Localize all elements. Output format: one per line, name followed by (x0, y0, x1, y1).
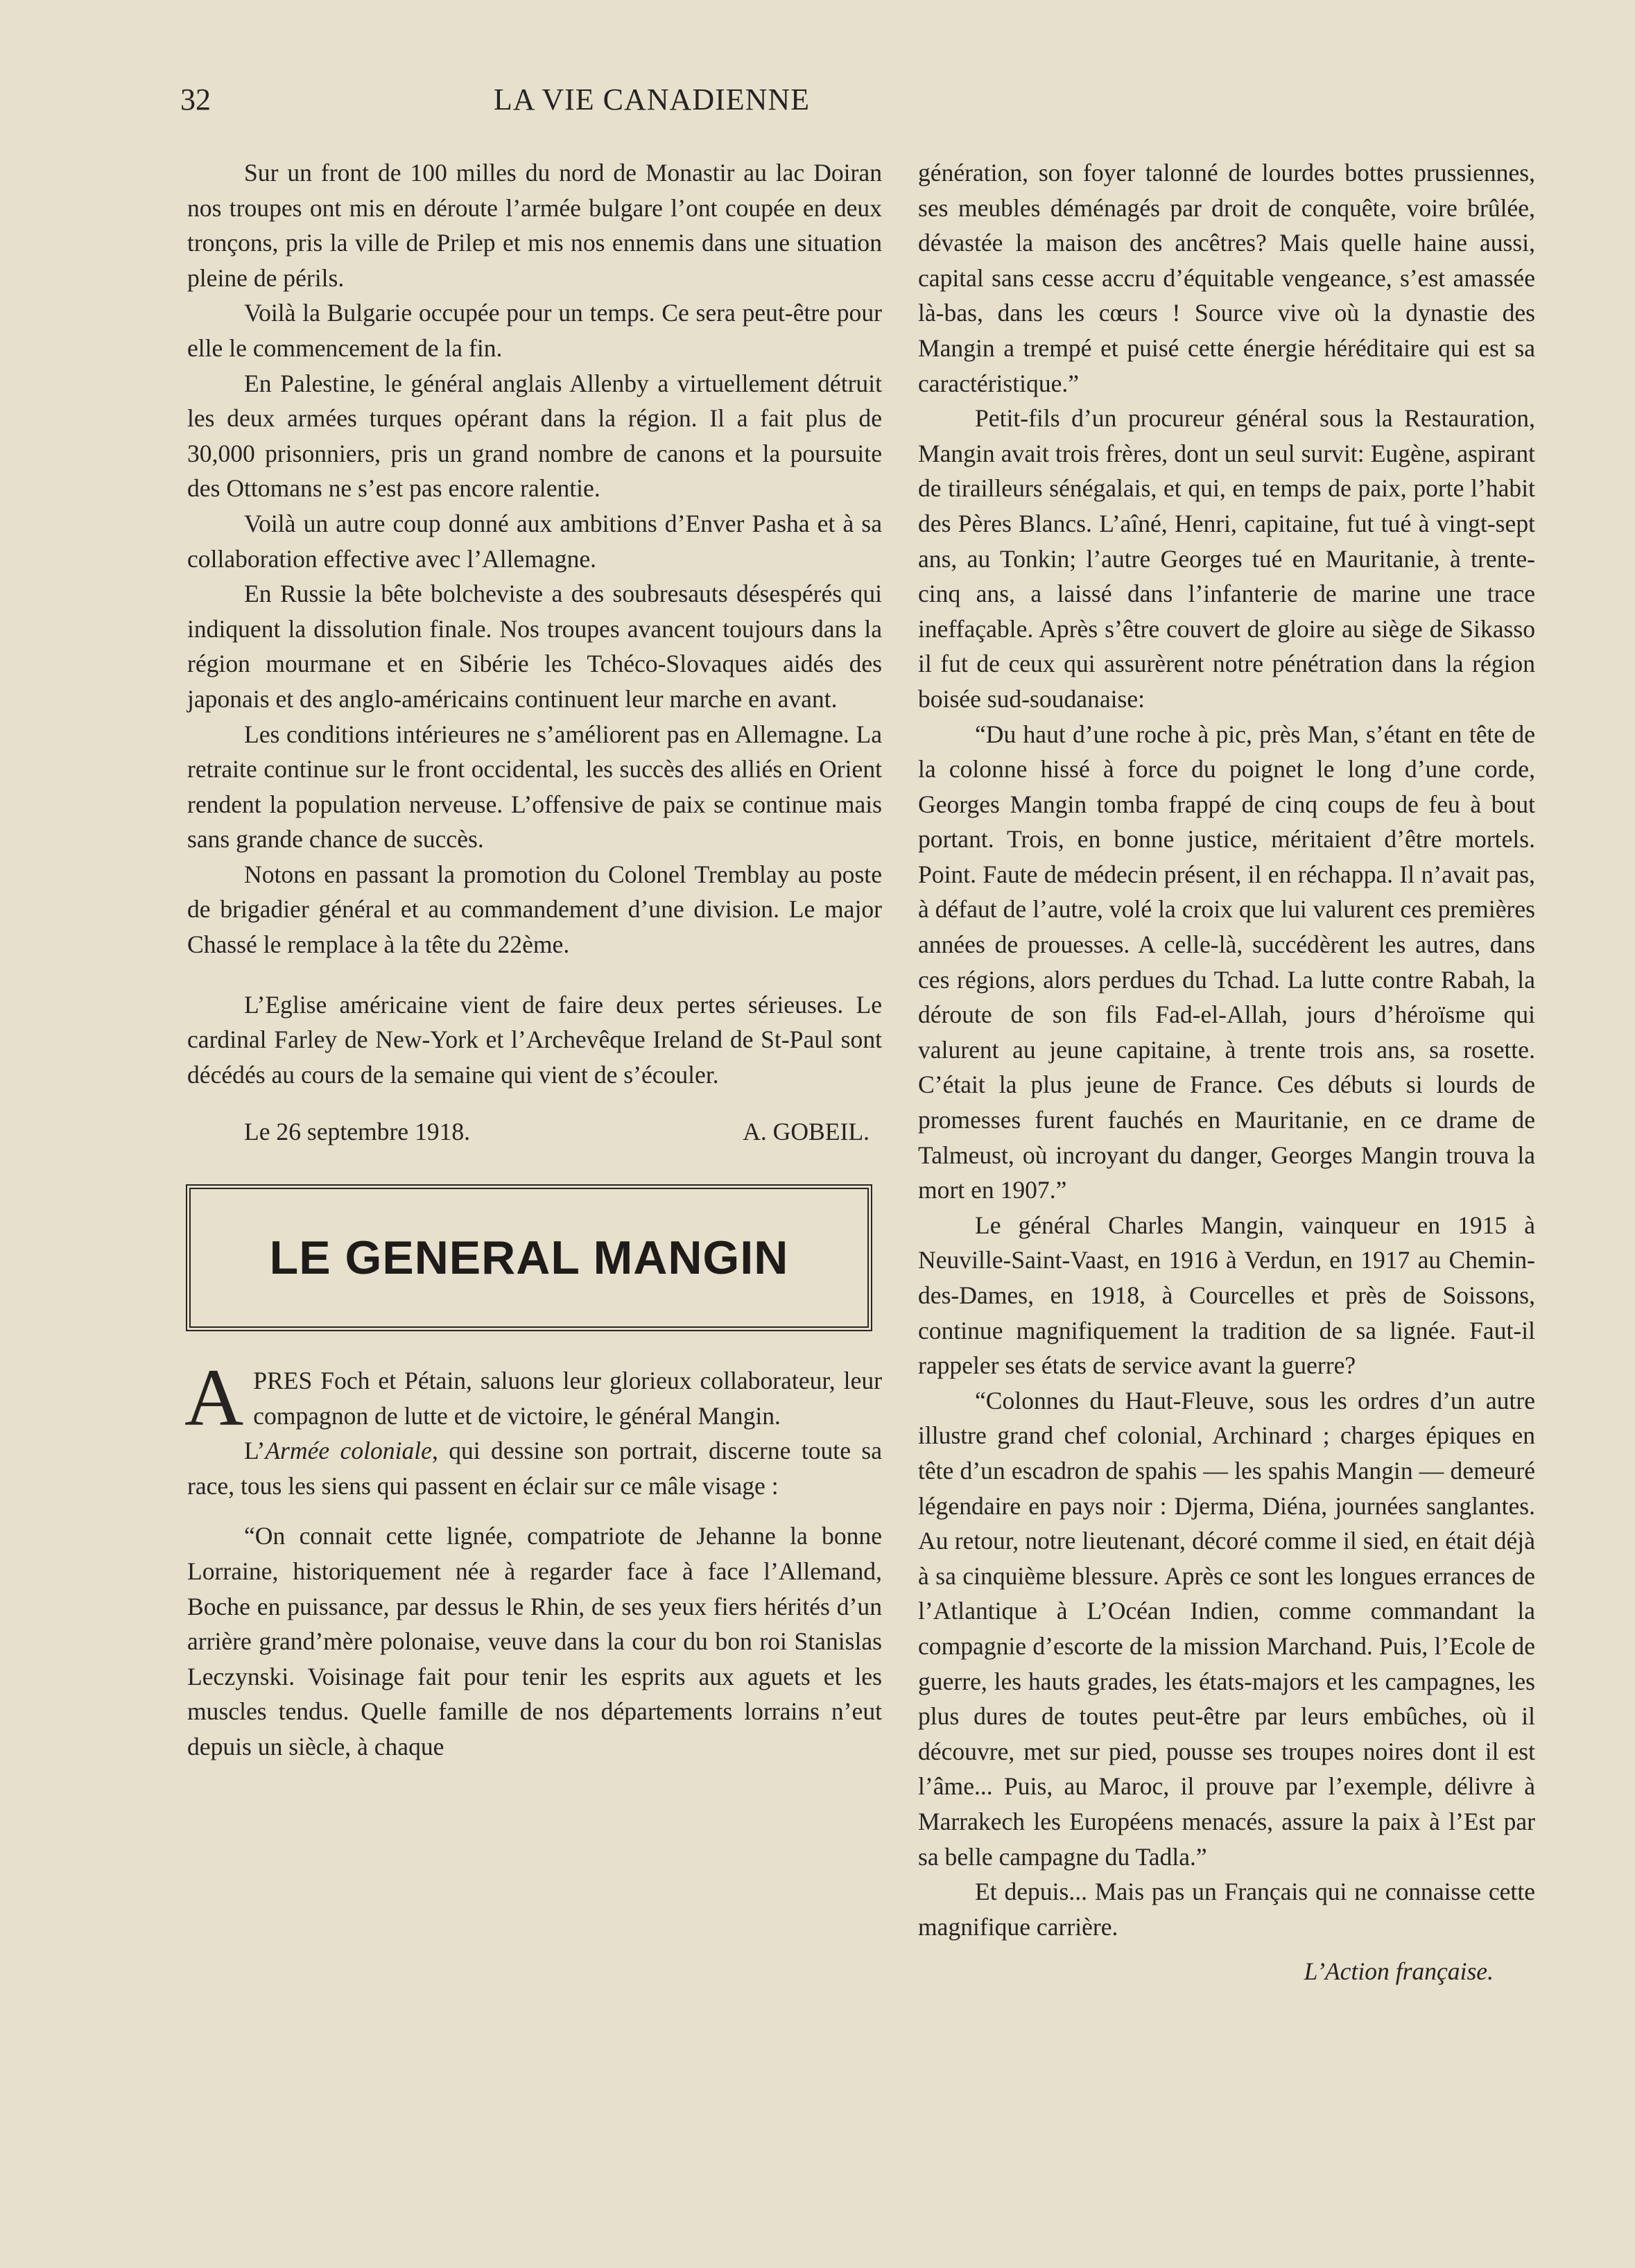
paragraph: Notons en passant la promotion du Colonel Tremblay au poste de brigadier général et au commandement d’une division. Le major Chassé le remplace à la tête du 22ème. (187, 860, 882, 959)
article-title: LE GENERAL MANGIN (269, 1231, 789, 1284)
paragraph: Petit-fils d’un procureur général sous la Restauration, Mangin avait trois frères, dont un seul survit: Eugène, aspirant de tirailleurs sénégalais, et qui, en temps de paix, porte l’habit des Pères Blancs. L’aîné, Henri, capitaine, fut tué à vingt-sept ans, au Tonkin; l’autre Georges tué en Mauritanie, à trente-cinq ans, a laissé dans l’infanterie de marine une trace ineffaçable. Après s’être couvert de gloire au siège de Sikasso il fut de ceux qui assurèrent notre pénétration dans la région boisée sud-soudanaise: (918, 404, 1535, 713)
paragraph: “Du haut d’une roche à pic, près Man, s’étant en tête de la colonne hissé à force du poignet le long d’une corde, Georges Mangin tomba frappé de cinq coups de feu à bout portant. Trois, en bonne justice, méritaient d’être mortels. Point. Faute de médecin présent, il en réchappa. Il n’avait pas, à défaut de l’autre, volé la croix que lui valurent ces premières années de prouesses. A celle-là, succédèrent les autres, dans ces régions, alors perdues du Tchad. La lutte contre Rabah, la déroute de son fils Fad-el-Allah, jours d’héroïsme qui valurent au jeune capitaine, à trente trois ans, sa rosette. C’était la plus jeune de France. Ces débuts si lourds de promesses furent fauchés en Mauritanie, en ce drame de Talmeust, où incroyant du danger, Georges Mangin trouva la mort en 1907.” (918, 720, 1535, 1204)
right-column (918, 155, 1535, 1989)
page-number: 32 (180, 83, 211, 116)
paragraph: “Colonnes du Haut-Fleuve, sous les ordres d’un autre illustre grand chef colonial, Archinard ; charges épiques en tête d’un escadron de spahis — les spahis Mangin — demeuré légendaire en pays noir : Djerma, Diéna, journées sanglantes. Au retour, notre lieutenant, décoré comme il sied, en était déjà à sa cinquième blessure. Après ce sont les longues errances de l’Atlantique à L’Océan Indien, comme commandant la compagnie d’escorte de la mission Marchand. Puis, l’Ecole de guerre, les hauts grades, les états-majors et les campagnes, les plus dures de toutes peut-être par leurs embûches, où il découvre, met sur pied, pousse ses troupes noires dont il est l’âme... Puis, au Maroc, il prouve par l’exemple, délivre à Marrakech les Européens menacés, assure la paix à l’Est par sa belle campagne du Tadla.” (918, 1386, 1535, 1871)
armee-coloniale-paragraph (187, 1433, 882, 1503)
quote-continuation: génération, son foyer talonné de lourdes bottes prussiennes, ses meubles déménagés par droit de conquête, voire brûlée, dévastée la maison des ancêtres? Mais quelle haine aussi, capital sans cesse accru d’équitable vengeance, s’est amassée là-bas, dans les cœurs ! Source vive où la dynastie des Mangin a trempé et puisé cette énergie héréditaire qui est sa caractéristique.” (918, 159, 1535, 397)
article-title-box (186, 1184, 872, 1331)
intro-text: PRES Foch et Pétain, saluons leur glorieux collaborateur, leur compagnon de lutte et de victoire, le général Mangin. (253, 1367, 882, 1430)
left-column (184, 155, 882, 1765)
paragraph: Voilà un autre coup donné aux ambitions d’Enver Pasha et à sa collaboration effective avec l’Allemagne. (187, 509, 882, 573)
intro-paragraph (184, 1352, 882, 1444)
paragraph: Voilà la Bulgarie occupée pour un temps. Ce sera peut-être pour elle le commencement de la fin. (187, 299, 882, 362)
page-header (180, 82, 1123, 123)
author-signature: A. GOBEIL. (743, 1118, 870, 1146)
drop-cap: A (184, 1352, 244, 1444)
source-attribution: L’Action française. (1304, 1957, 1494, 1986)
signature-line (187, 1114, 882, 1150)
armee-prefix: L’ (244, 1437, 266, 1465)
paragraph: Sur un front de 100 milles du nord de Monastir au lac Doiran nos troupes ont mis en déroute l’armée bulgare l’ont coupée en deux tronçons, pris la ville de Prilep et mis nos ennemis dans une situation pleine de périls. (187, 159, 882, 292)
paragraph: Les conditions intérieures ne s’améliorent pas en Allemagne. La retraite continue sur le front occidental, les succès des alliés en Orient rendent la population nerveuse. L’offensive de paix se continue mais sans grande chance de succès. (187, 720, 882, 854)
quote-paragraph: “On connait cette lignée, compatriote de Jehanne la bonne Lorraine, historiquement née à regarder face à face l’Allemand, Boche en puissance, par dessus le Rhin, de ses yeux fiers hérités d’un arrière grand’mère polonaise, veuve dans la cour du bon roi Stanislas Leczynski. Voisinage fait pour tenir les esprits aux aguets et les muscles tendus. Quelle famille de nos départements lorrains n’eut depuis un siècle, à chaque (187, 1522, 882, 1760)
armee-text: , qui dessine son portrait, discerne toute sa race, tous les siens qui passent en éclair sur ce mâle visage : (187, 1437, 882, 1500)
paragraph: Le général Charles Mangin, vainqueur en 1915 à Neuville-Saint-Vaast, en 1916 à Verdun, en 1917 au Chemin-des-Dames, en 1918, à Courcelles et près de Soissons, continue magnifiquement la tradition de sa lignée. Faut-il rappeler ses états de service avant la guerre? (918, 1211, 1535, 1380)
paragraph: Et depuis... Mais pas un Français qui ne connaisse cette magnifique carrière. (918, 1878, 1535, 1941)
paragraph: En Palestine, le général anglais Allenby a virtuellement détruit les deux armées turques opérant dans la région. Il a fait plus de 30,000 prisonniers, pris un grand nombre de canons et la poursuite des Ottomans ne s’est pas encore ralentie. (187, 369, 882, 503)
date-line: Le 26 septembre 1918. (244, 1118, 471, 1146)
church-paragraph: L’Eglise américaine vient de faire deux pertes sérieuses. Le cardinal Farley de New-York et l’Archevêque Ireland de St-Paul sont décédés au cours de la semaine qui vient de s’écouler. (187, 990, 882, 1089)
running-title: LA VIE CANADIENNE (493, 83, 811, 116)
armee-title: Armée coloniale (265, 1437, 432, 1465)
paragraph: En Russie la bête bolcheviste a des soubresauts désespérés qui indiquent la dissolution finale. Nos troupes avancent toujours dans la région mourmane et en Sibérie les Tchéco-Slovaques aidés des japonais et des anglo-américains continuent leur marche en avant. (187, 580, 882, 713)
